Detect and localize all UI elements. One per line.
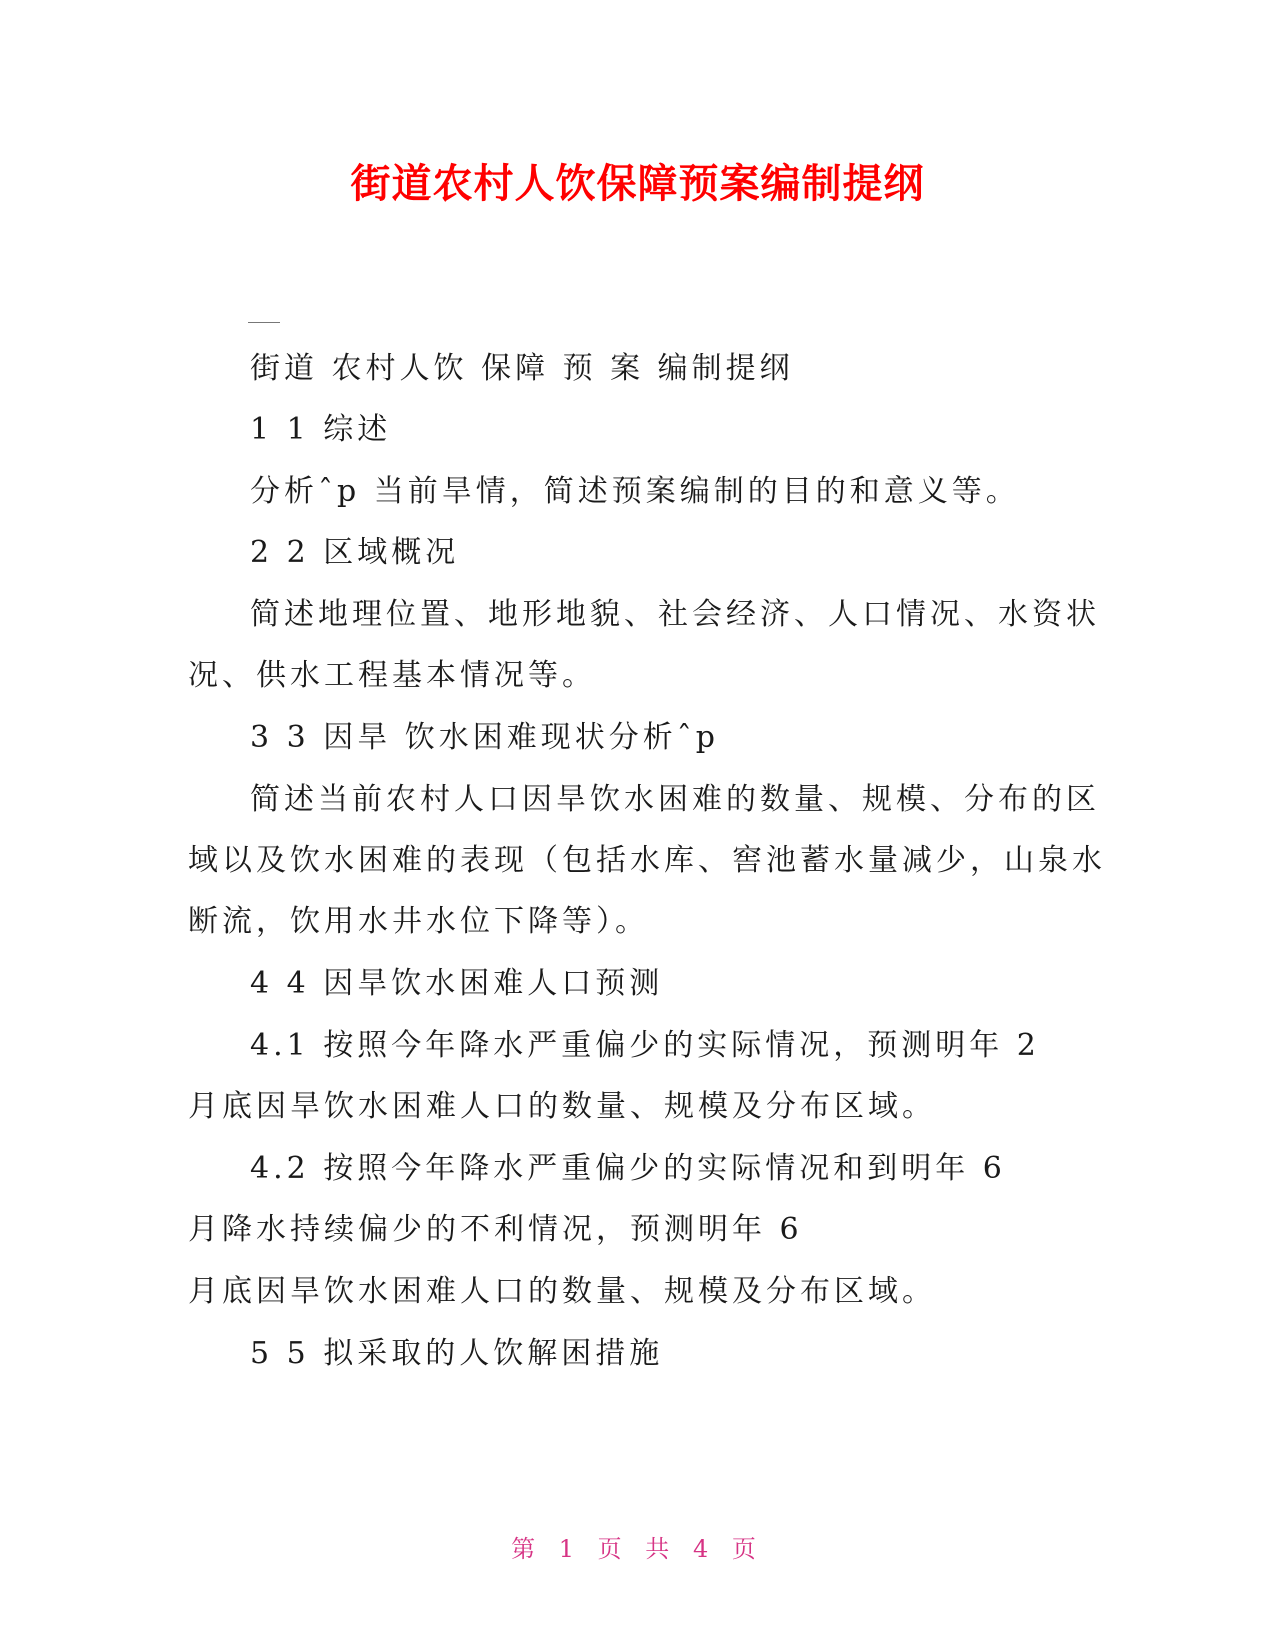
page-footer: 第 1 页 共 4 页 — [511, 1535, 764, 1563]
section-5-heading: 5 5 拟采取的人饮解困措施 — [250, 1336, 664, 1371]
section-3-body-line-1: 简述当前农村人口因旱饮水困难的数量、规模、分布的区 — [250, 782, 1100, 817]
section-3-body-line-3: 断流，饮用水井水位下降等）。 — [188, 904, 649, 939]
section-4-1-line-2: 月底因旱饮水困难人口的数量、规模及分布区域。 — [188, 1089, 936, 1124]
section-4-2-line-2: 月降水持续偏少的不利情况，预测明年 6 — [188, 1212, 803, 1247]
section-1-heading: 1 1 综述 — [250, 412, 392, 447]
section-2-body-line-1: 简述地理位置、地形地貌、社会经济、人口情况、水资状 — [250, 597, 1100, 632]
section-3-heading: 3 3 因旱 饮水困难现状分析ˆp — [250, 720, 719, 755]
section-4-1-line-1: 4.1 按照今年降水严重偏少的实际情况，预测明年 2 — [250, 1028, 1040, 1063]
outline-heading: 街道 农村人饮 保障 预 案 编制提纲 — [250, 351, 794, 386]
document-title: 街道农村人饮保障预案编制提纲 — [350, 161, 925, 207]
section-2-heading: 2 2 区域概况 — [250, 535, 460, 570]
section-2-body-line-2: 况、供水工程基本情况等。 — [188, 658, 596, 693]
dash-mark — [248, 322, 280, 323]
section-1-body: 分析ˆp 当前旱情，简述预案编制的目的和意义等。 — [250, 474, 1020, 509]
section-4-heading: 4 4 因旱饮水困难人口预测 — [250, 966, 664, 1001]
section-4-2-line-1: 4.2 按照今年降水严重偏少的实际情况和到明年 6 — [250, 1151, 1006, 1186]
section-3-body-line-2: 域以及饮水困难的表现（包括水库、窖池蓄水量减少，山泉水 — [188, 843, 1106, 878]
section-4-2-line-3: 月底因旱饮水困难人口的数量、规模及分布区域。 — [188, 1274, 936, 1309]
